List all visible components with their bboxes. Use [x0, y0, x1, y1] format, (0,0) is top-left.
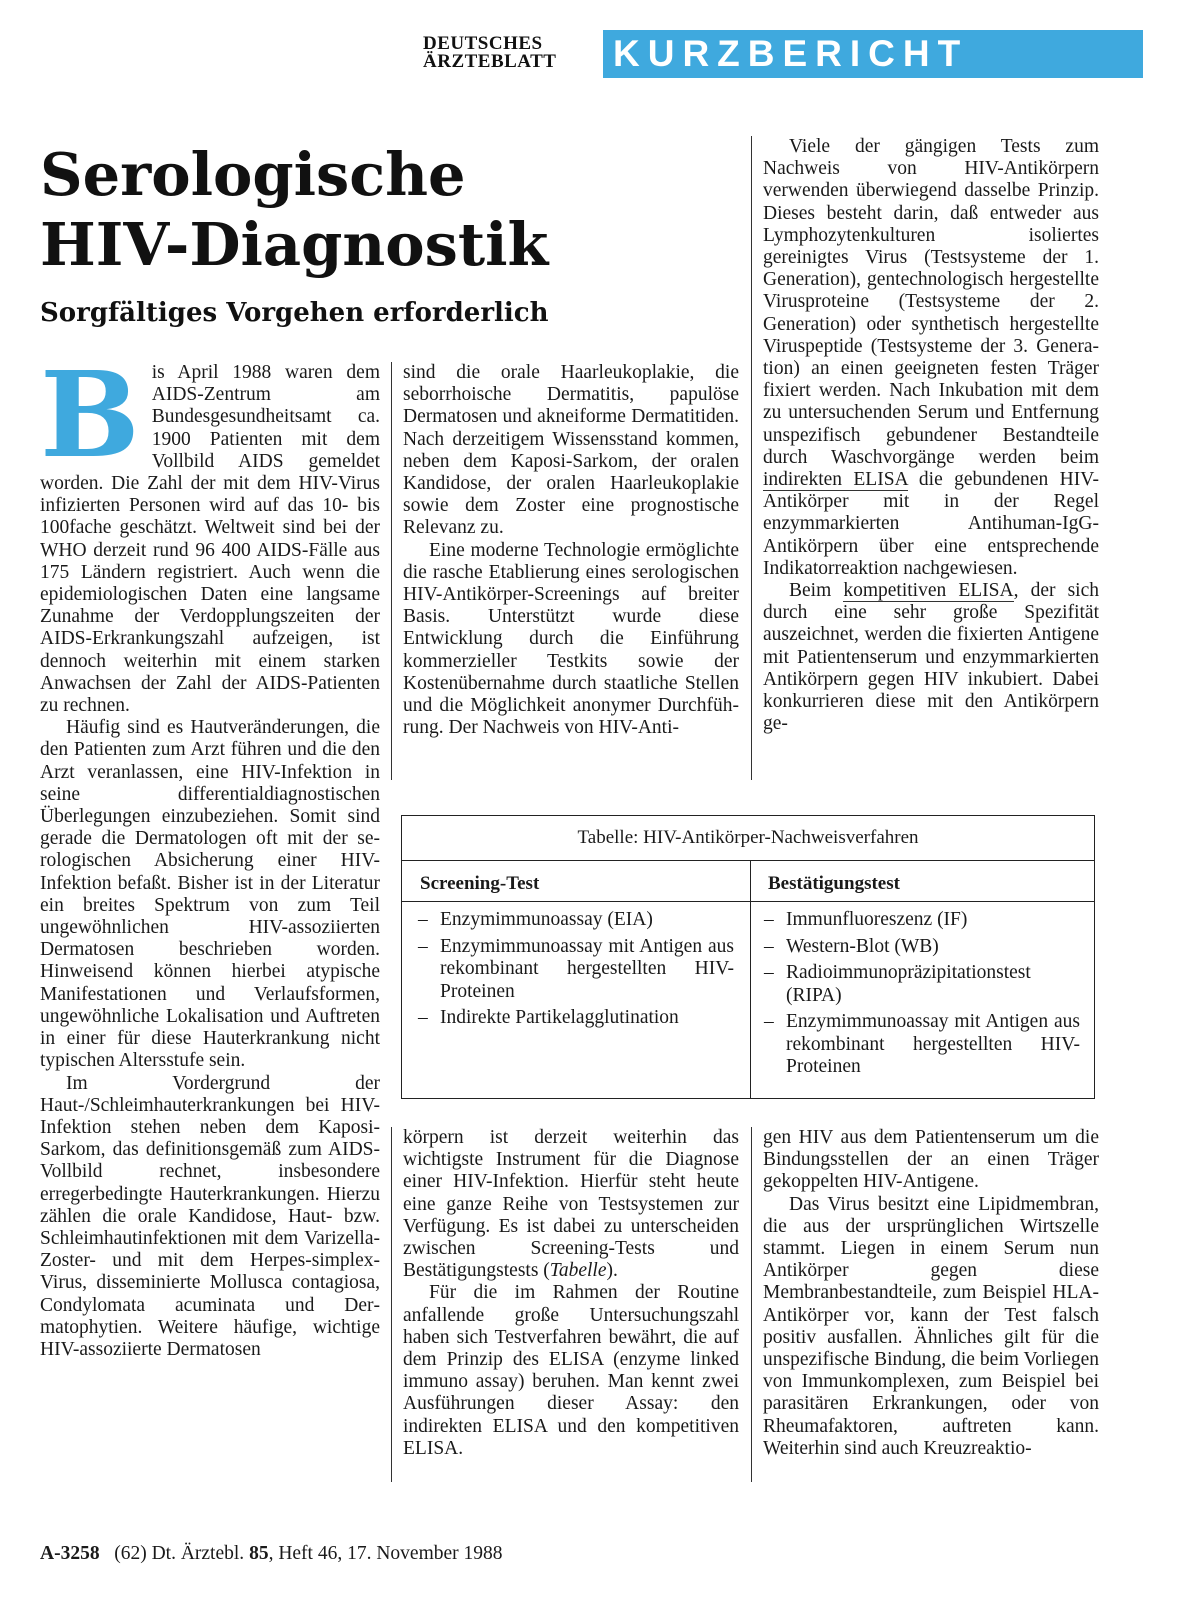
- column-3-top: [763, 136, 1099, 735]
- confirmation-list: [762, 909, 1080, 1083]
- paragraph: [763, 580, 1099, 735]
- title-line-2: HIV-Diagnostik: [40, 210, 549, 279]
- paragraph: [40, 345, 380, 717]
- paragraph-text: Viele der gängigen Tests zum Nachweis von HIV-Antikörpern verwenden überwiegend dasselbe Prinzip. Dieses besteht darin, daß entweder aus Lymphozytenkulturen isoliertes gereinigtes Virus (Testsysteme der 1. Generation), gentechnologisch hergestellte Virusproteine (Testsysteme der 2. Generation) oder synthetisch hergestellte Viruspeptide (Testsysteme der 3. Generation) an einen geeigneten festen Träger fixiert werden. Nach Inkubation mit dem zu untersuchenden Serum und Entfernung unspezifisch gebundener Bestandteile durch Waschvorgänge werden beim: [763, 136, 1099, 468]
- paragraph: [763, 136, 1099, 580]
- logo-line-2: ÄRZTEBLATT: [423, 51, 557, 72]
- list-item: – Enzymimmunoassay mit Antigen aus rekombinant hergestellten HIV-Proteinen: [418, 935, 734, 1002]
- paragraph: Für die im Rahmen der Routine anfallende große Untersuchungszahl haben sich Testverfahren bewährt, die auf dem Prinzip des ELISA (enzyme linked immuno assay) beruhen. Man kennt zwei Ausführungen dieser Assay: den indirekten ELISA und den kompetitiven ELISA.: [403, 1282, 739, 1459]
- list-item: – Enzymimmunoassay (EIA): [418, 909, 653, 930]
- list-item: – Enzymimmunoassay mit Antigen aus rekombinant hergestellten HIV-Proteinen: [764, 1011, 1080, 1077]
- competitive-elisa-term: kompetitiven ELISA: [843, 580, 1014, 602]
- column-2-bottom: [403, 1127, 739, 1460]
- table-rule: [402, 901, 1094, 902]
- table-column-divider: [750, 860, 751, 1098]
- column-rule: [391, 362, 392, 780]
- table-header-confirmation: Bestätigungstest: [768, 873, 900, 894]
- page-code: A-3258: [40, 1543, 100, 1564]
- indirect-elisa-term: indirekten ELISA: [763, 469, 908, 491]
- paragraph-text: ).: [606, 1260, 618, 1282]
- volume-number: 85: [249, 1543, 269, 1564]
- section-band: KURZBERICHT: [603, 30, 1143, 78]
- column-rule: [391, 1127, 392, 1482]
- screening-list: [416, 909, 734, 1034]
- table-header-screening: Screening-Test: [420, 873, 540, 894]
- article-title: [40, 140, 760, 280]
- paragraph: gen HIV aus dem Patientenserum um die Bindungsstellen der an einen Träger gekoppelten HIV-Antigene.: [763, 1127, 1099, 1193]
- table-rule: [402, 860, 1094, 861]
- column-rule: [751, 136, 752, 780]
- paragraph-text: , der sich durch eine sehr große Spezifität auszeichnet, werden die fixierten Antigene mit Patientenserum und enzymmarkierten Antikörpern gegen HIV inkubiert. Dabei konkurrieren diese mit den Antikörpern ge-: [763, 580, 1099, 735]
- column-3-bottom: [763, 1127, 1099, 1460]
- table-caption: Tabelle: HIV-Antikörper-Nachweisverfahren: [577, 827, 919, 848]
- journal-abbrev: Dt. Ärztebl.: [151, 1543, 245, 1564]
- page-footer: [40, 1542, 503, 1566]
- list-item: – Indirekte Partikelagglutination: [418, 1007, 679, 1028]
- issue-date: , Heft 46, 17. November 1988: [268, 1543, 503, 1564]
- paragraph-text: die gebundenen HIV-Antikörper mit in der Regel enzymmarkierten Antihuman-IgG-Antikörpern über eine entsprechende Indikatorreaktion nachgewiesen.: [763, 469, 1100, 579]
- masthead: [423, 30, 1143, 80]
- list-item: – Western-Blot (WB): [764, 935, 939, 957]
- journal-logo: [423, 35, 588, 71]
- paragraph: [403, 1127, 739, 1282]
- title-line-1: Serologische: [40, 140, 466, 209]
- paragraph: sind die orale Haarleukoplakie, die seborrhoische Dermatitis, papulöse Dermatosen und akneiforme Dermatitiden. Nach derzeitigem Wissensstand kommen, neben dem Kaposi-Sarkom, der oralen Kandidose, der oralen Haarleukoplakie sowie dem Zoster eine prognostische Relevanz zu.: [403, 362, 739, 539]
- paragraph: Das Virus besitzt eine Lipidmembran, die aus der ursprünglichen Wirtszelle stammt. Liegen in einem Serum nun Antikörper gegen diese Membranbestandteile, zum Beispiel HLA-Antikörper vor, kann der Test falsch positiv ausfallen. Ähnliches gilt für die unspezifische Bindung, die beim Vorliegen von Immunkomplexen, zum Beispiel bei parasitären Erkrankungen, oder von Rheumafaktoren, auftreten kann. Weiterhin sind auch Kreuzreaktio-: [763, 1193, 1099, 1459]
- table-reference: Tabelle: [549, 1260, 607, 1282]
- paragraph-text: körpern ist derzeit weiterhin das wichtigste Instrument für die Diagnose einer HIV-Infektion. Hierfür steht heute eine ganze Reihe von Testsystemen zur Verfügung. Es ist dabei zu unterscheiden zwischen Screening-Tests und Bestätigungstests (: [403, 1127, 739, 1282]
- logo-line-1: DEUTSCHES: [423, 33, 543, 54]
- column-2-top: [403, 362, 739, 739]
- column-rule: [751, 1127, 752, 1482]
- paragraph: Im Vordergrund der Haut-/Schleimhauterkrankungen bei HIV-Infektion stehen neben dem Kaposi-Sarkom, das definitionsgemäß zum AIDS-Vollbild rechnet, insbesondere erregerbedingte Hauterkrankungen. Hierzu zählen die orale Kandidose, Haut- bzw. Schleimhautinfektionen mit dem Varizella-Zoster- und mit dem Herpes-simplex-Virus, disseminierte Mollusca contagiosa, Condylomata acuminata und Dermatophytien. Weitere häufige, wichtige HIV-assoziierte Dermatosen: [40, 1072, 380, 1360]
- drop-cap: B: [40, 345, 140, 484]
- paragraph-text: is April 1988 waren dem AIDS-Zentrum am Bundesgesundheitsamt ca. 1900 Patienten mit dem Vollbild AIDS gemeldet worden. Die Zahl der mit dem HIV-Virus infizierten Personen wird auf das 10- bis 100fache geschätzt. Weltweit sind bei der WHO derzeit rund 96 400 AIDS-Fälle aus 175 Ländern registriert. Auch wenn die epidemiologischen Daten eine langsame Zunahme der Verdopplungszeiten der AIDS-Erkrankungszahl aufzeigen, ist dennoch weiterhin mit einem starken Anwachsen der Zahl der AIDS-Patienten zu rechnen.: [40, 362, 380, 717]
- paragraph-text: Beim: [789, 580, 832, 602]
- hiv-test-table: [401, 815, 1095, 1099]
- paragraph: Eine moderne Technologie ermöglichte die rasche Etablierung eines serologischen HIV-Antikörper-Screenings auf breiter Basis. Unterstützt wurde diese Entwicklung durch die Einführung kommerzieller Testkits sowie der Kostenübernahme durch staatliche Stellen und die Möglichkeit anonymer Durchführung. Der Nachweis von HIV-Anti-: [403, 539, 739, 739]
- article-subtitle: Sorgfältiges Vorgehen erforderlich: [40, 298, 549, 328]
- page-number: (62): [114, 1543, 147, 1564]
- column-1: [40, 345, 380, 1361]
- list-item: – Radioimmunopräzipitationstest (RIPA): [764, 962, 1031, 1006]
- paragraph: Häufig sind es Hautveränderungen, die den Patienten zum Arzt führen und die den Arzt veranlassen, eine HIV-Infektion in seine differentialdiagnostischen Überlegungen einzubeziehen. Somit sind gerade die Dermatologen oft mit der serologischen Absicherung einer HIV-Infektion befaßt. Bisher ist in der Literatur ein breites Spektrum von zum Teil ungewöhnlichen HIV-assoziierten Dermatosen beschrieben worden. Hinweisend können hierbei atypische Manifestationen und Verlaufsformen, ungewöhnliche Lokalisation und Auftreten in einer für diese Hauterkrankung nicht typischen Altersstufe sein.: [40, 717, 380, 1072]
- list-item: – Immunfluoreszenz (IF): [764, 909, 968, 930]
